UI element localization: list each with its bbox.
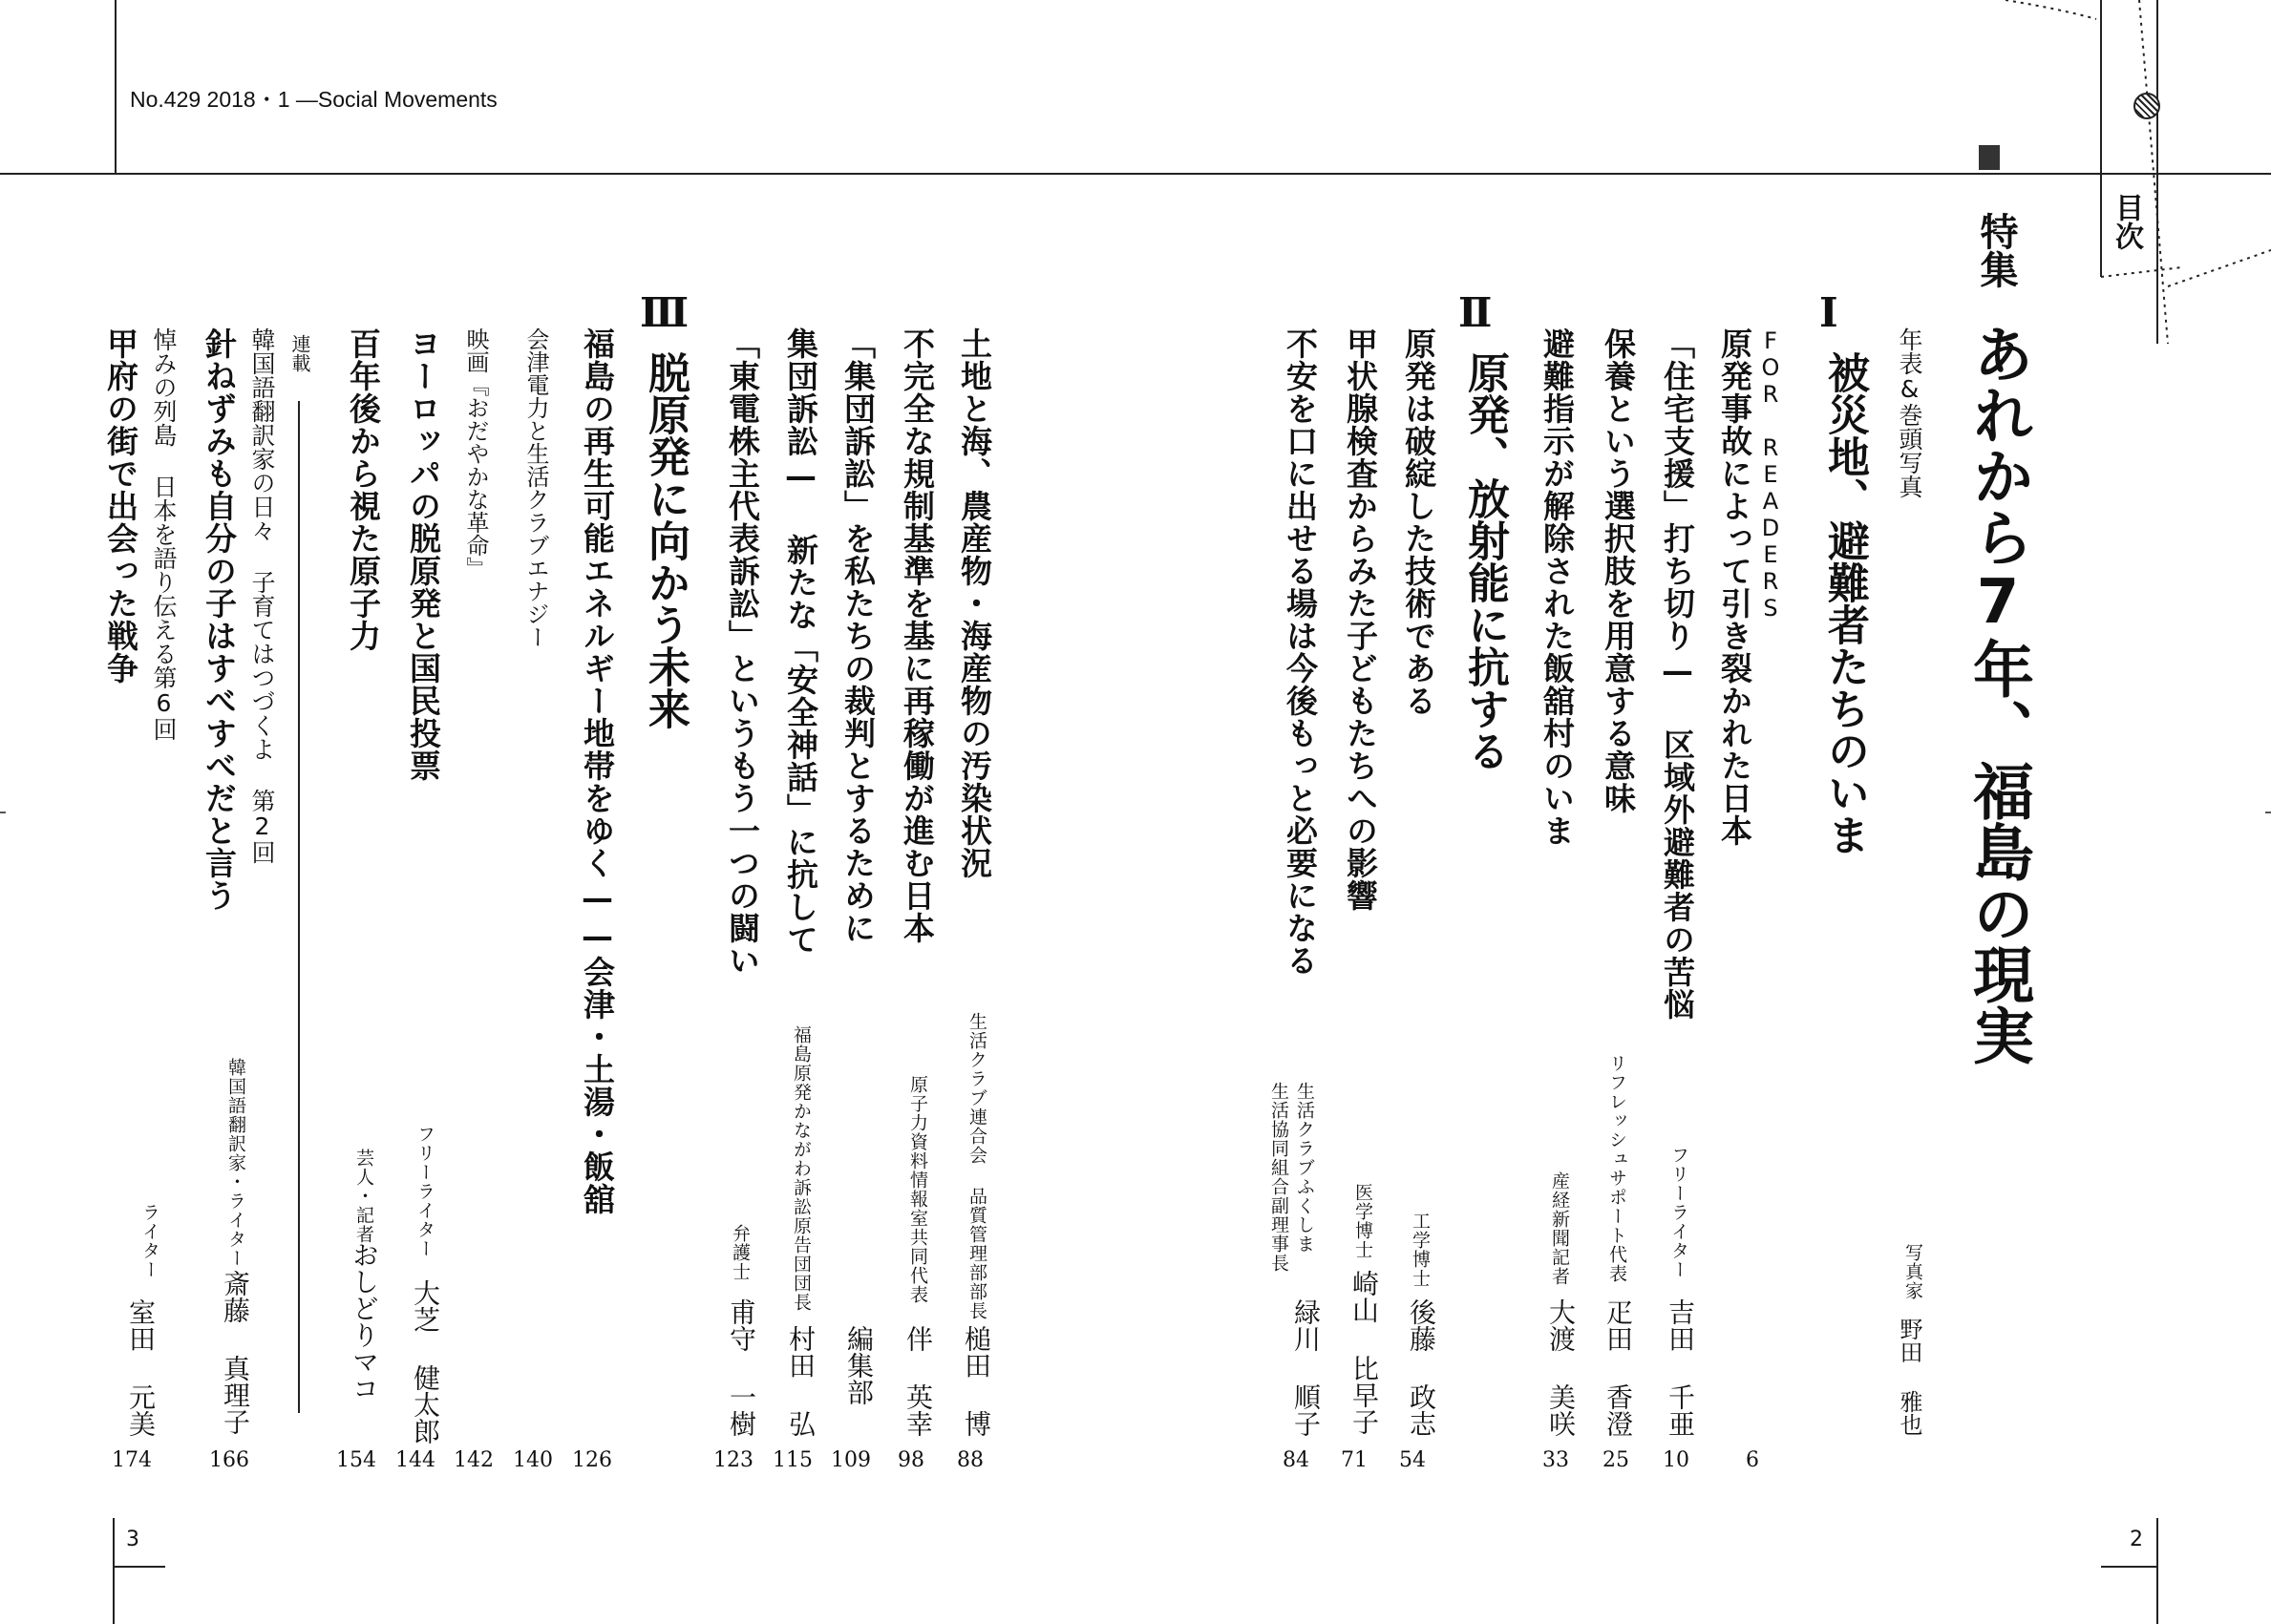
entry-title: 保養という選択肢を用意する意味 — [1600, 327, 1637, 814]
entry-role: ライター — [139, 1203, 160, 1279]
entry-title: ヨーロッパの脱原発と国民投票 — [405, 327, 442, 782]
entry-title: 映画『おだやかな革命』 — [462, 327, 489, 580]
entry-role: フリーライター — [1668, 1146, 1689, 1279]
entry-title: 甲状腺検査からみた子どもたちへの影響 — [1342, 327, 1379, 912]
entry-page-number: 10 — [1663, 1448, 1689, 1472]
entry-page-number: 174 — [112, 1448, 152, 1472]
entry-author: 大渡 美咲 — [1545, 1298, 1577, 1437]
entry-page-number: 84 — [1283, 1448, 1309, 1472]
entry-title: 年表&巻頭写真 — [1896, 327, 1923, 498]
tokushu-tag: 特集 — [1974, 212, 2018, 288]
entry-role: 工学博士 — [1410, 1212, 1431, 1288]
entry-author: 崎山 比早子 — [1348, 1270, 1380, 1435]
entry-page-number: 109 — [831, 1448, 871, 1472]
entry-title: 針ねずみも自分の子はすべすべだと言う — [201, 327, 238, 912]
entry-page-number: 25 — [1602, 1448, 1629, 1472]
entry-author: 槌田 博 — [961, 1325, 992, 1437]
entry-role: 韓国語翻訳家・ライター — [225, 1058, 246, 1268]
entry-page-number: 33 — [1542, 1448, 1569, 1472]
entry-page-number: 154 — [336, 1448, 376, 1472]
running-head: No.429 2018・1 —Social Movements — [130, 87, 498, 112]
entry-role: 写真家 — [1902, 1243, 1923, 1300]
entry-title: 集団訴訟— 新たな「安全神話」に抗して — [782, 327, 819, 956]
entry-role: 生活クラブ連合会 品質管理部部長 — [966, 1012, 987, 1320]
entry-page-number: 126 — [572, 1448, 612, 1472]
crop-mark-right — [2265, 812, 2271, 813]
entry-title: 不安を口に出せる場は今後もっと必要になる — [1282, 327, 1319, 977]
entry-role: 原子力資料情報室共同代表 — [907, 1075, 928, 1304]
section-2-numeral: Ⅱ — [1458, 289, 1493, 336]
entry-role: 生活クラブふくしま 生活協同組合副理事長 — [1268, 1082, 1315, 1273]
crop-mark-left — [0, 812, 6, 813]
entry-author: 室田 元美 — [125, 1298, 157, 1437]
section-3-title: 脱原発に向かう未来 — [641, 351, 690, 729]
page-number-left: 3 — [126, 1528, 139, 1551]
rensai-rule — [298, 401, 300, 1413]
entry-author: 斎藤 真理子 — [220, 1270, 251, 1435]
entry-page-number: 142 — [454, 1448, 494, 1472]
entry-role: フリーライター — [414, 1125, 435, 1258]
entry-role: リフレッシュサポート代表 — [1606, 1054, 1627, 1283]
entry-page-number: 123 — [713, 1448, 753, 1472]
section-1-title: 被災地、避難者たちのいま — [1820, 351, 1869, 855]
entry-page-number: 6 — [1746, 1448, 1759, 1472]
entry-author: 吉田 千亜 — [1665, 1298, 1696, 1437]
left-footer-mark — [113, 1518, 115, 1624]
entry-title: 百年後から視た原子力 — [345, 327, 382, 652]
entry-page-number: 144 — [395, 1448, 435, 1472]
entry-author: 村田 弘 — [785, 1325, 817, 1437]
entry-title: 「住宅支援」打ち切り— 区域外避難者の苦悩 — [1659, 327, 1696, 1021]
entry-author: 野田 雅也 — [1896, 1318, 1922, 1436]
entry-title: 「集団訴訟」を私たちの裁判とするために — [839, 327, 877, 944]
entry-role: 産経新聞記者 — [1549, 1171, 1570, 1286]
dotted-frame-decoration — [2006, 0, 2271, 382]
entry-page-number: 54 — [1399, 1448, 1426, 1472]
entry-role: 芸人・記者 — [353, 1149, 374, 1244]
entry-page-number: 71 — [1341, 1448, 1368, 1472]
entry-author: 伴 英幸 — [902, 1325, 934, 1437]
entry-author: 甫守 一樹 — [726, 1298, 757, 1437]
entry-author: 緑川 順子 — [1290, 1298, 1322, 1437]
left-footer-tick — [113, 1566, 165, 1568]
section-2-title: 原発、放射能に抗する — [1460, 351, 1509, 771]
tokushu-ribbon-icon — [1979, 145, 2000, 170]
header-rule — [0, 173, 2271, 175]
entry-page-number: 140 — [513, 1448, 553, 1472]
entry-title: FOR READERS — [1757, 327, 1784, 622]
rensai-label: 連載 — [288, 334, 311, 372]
entry-author: 疋田 香澄 — [1602, 1298, 1634, 1437]
entry-title: 原発は破綻した技術である — [1400, 327, 1437, 717]
right-footer-mark — [2156, 1518, 2158, 1624]
entry-page-number: 88 — [957, 1448, 984, 1472]
entry-title: 原発事故によって引き裂かれた日本 — [1716, 327, 1753, 847]
left-header-divider — [115, 0, 117, 174]
mokuji-label: 目次 — [2110, 193, 2143, 250]
entry-title: 韓国語翻訳家の日々 子育てはつづくよ 第2回 — [248, 327, 276, 864]
entry-page-number: 166 — [209, 1448, 249, 1472]
entry-title: 不完全な規制基準を基に再稼働が進む日本 — [899, 327, 936, 944]
entry-title: 避難指示が解除された飯舘村のいま — [1539, 327, 1576, 847]
entry-title: 会津電力と生活クラブエナジー — [522, 327, 549, 648]
entry-title: 福島の再生可能エネルギー地帯をゆく——会津・土湯・飯舘 — [579, 327, 616, 1215]
entry-title: 「東電株主代表訴訟」というもう一つの闘い — [724, 327, 761, 977]
entry-role: 福島原発かながわ訴訟原告団団長 — [791, 1025, 812, 1312]
entry-author: 後藤 政志 — [1406, 1298, 1437, 1437]
section-1-numeral: Ⅰ — [1819, 289, 1838, 336]
registration-mark-icon — [2133, 93, 2160, 119]
feature-title: あれから7年、福島の現実 — [1963, 323, 2033, 1065]
entry-author: 編集部 — [843, 1325, 875, 1405]
entry-page-number: 115 — [773, 1448, 813, 1472]
entry-role: 医学博士 — [1352, 1183, 1373, 1259]
section-3-numeral: Ⅲ — [640, 289, 690, 336]
right-footer-tick — [2101, 1566, 2156, 1568]
entry-title: 甲府の街で出会った戦争 — [102, 327, 139, 685]
page-number-right: 2 — [2130, 1528, 2143, 1551]
entry-title: 悼みの列島 日本を語り伝える第6回 — [150, 327, 178, 741]
entry-author: 大芝 健太郎 — [410, 1279, 441, 1445]
entry-title: 土地と海、農産物・海産物の汚染状況 — [956, 327, 993, 879]
entry-page-number: 98 — [898, 1448, 924, 1472]
entry-role: 弁護士 — [730, 1224, 751, 1281]
entry-author: おしどりマコ — [349, 1241, 380, 1402]
